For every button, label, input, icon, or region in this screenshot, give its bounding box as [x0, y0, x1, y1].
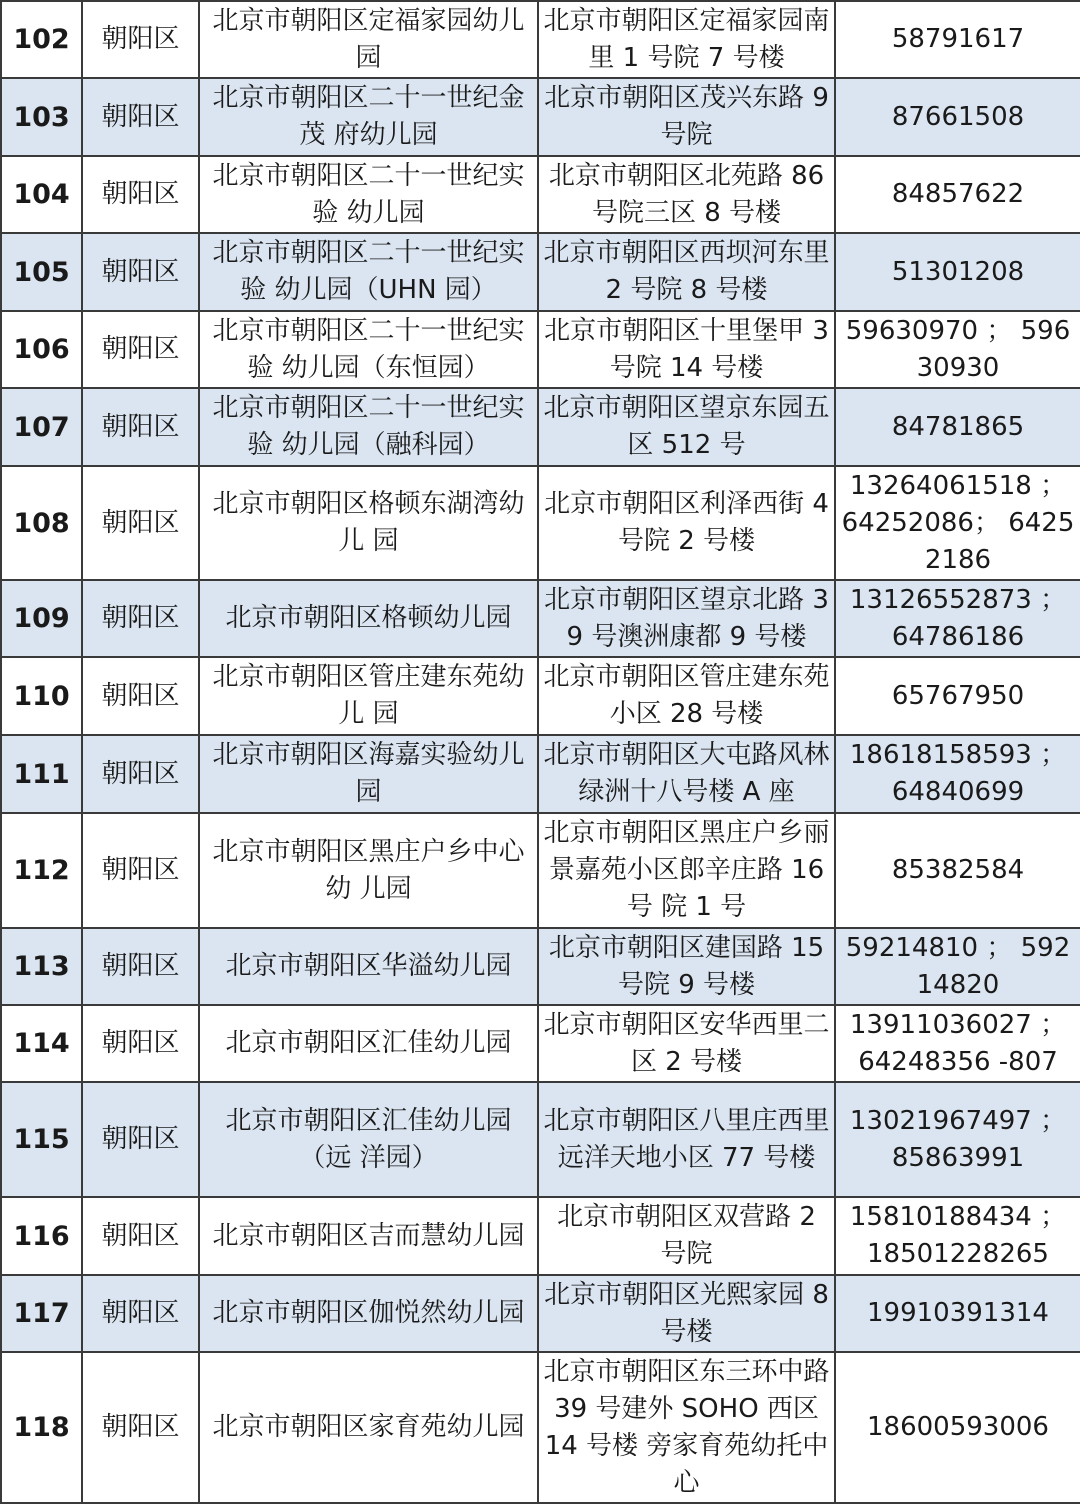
kindergarten-name-cell: 北京市朝阳区二十一世纪实验 幼儿园	[199, 156, 538, 233]
table-row	[1, 311, 1080, 388]
address-cell: 北京市朝阳区双营路 2 号院	[538, 1197, 835, 1275]
table-row	[1, 1197, 1080, 1275]
phone-cell: 13126552873 ； 64786186	[835, 580, 1080, 657]
phone-cell: 13264061518 ； 64252086； 64252186	[835, 466, 1080, 580]
kindergarten-name-cell: 北京市朝阳区管庄建东苑幼儿 园	[199, 657, 538, 735]
phone-cell: 13911036027 ； 64248356 -807	[835, 1005, 1080, 1082]
district-cell: 朝阳区	[82, 1082, 199, 1197]
table-row	[1, 1082, 1080, 1197]
row-number: 103	[1, 78, 82, 156]
table-row	[1, 233, 1080, 311]
kindergarten-name-cell: 北京市朝阳区格顿东湖湾幼儿 园	[199, 466, 538, 580]
table-row	[1, 1275, 1080, 1352]
kindergarten-name-cell: 北京市朝阳区华溢幼儿园	[199, 928, 538, 1005]
row-number: 111	[1, 735, 82, 813]
phone-cell: 85382584	[835, 813, 1080, 928]
row-number: 114	[1, 1005, 82, 1082]
district-cell: 朝阳区	[82, 233, 199, 311]
row-number: 115	[1, 1082, 82, 1197]
address-cell: 北京市朝阳区北苑路 86 号院三区 8 号楼	[538, 156, 835, 233]
phone-cell: 84857622	[835, 156, 1080, 233]
district-cell: 朝阳区	[82, 1275, 199, 1352]
address-cell: 北京市朝阳区建国路 15 号院 9 号楼	[538, 928, 835, 1005]
address-cell: 北京市朝阳区大屯路风林绿洲十八号楼 A 座	[538, 735, 835, 813]
table-row	[1, 813, 1080, 928]
address-cell: 北京市朝阳区东三环中路 39 号建外 SOHO 西区 14 号楼 旁家育苑幼托中心	[538, 1352, 835, 1503]
row-number: 113	[1, 928, 82, 1005]
district-cell: 朝阳区	[82, 156, 199, 233]
district-cell: 朝阳区	[82, 657, 199, 735]
row-number: 109	[1, 580, 82, 657]
row-number: 117	[1, 1275, 82, 1352]
table-row	[1, 1, 1080, 78]
address-cell: 北京市朝阳区定福家园南里 1 号院 7 号楼	[538, 1, 835, 78]
row-number: 107	[1, 388, 82, 466]
table-row	[1, 466, 1080, 580]
table-row	[1, 580, 1080, 657]
phone-cell: 65767950	[835, 657, 1080, 735]
address-cell: 北京市朝阳区安华西里二区 2 号楼	[538, 1005, 835, 1082]
district-cell: 朝阳区	[82, 580, 199, 657]
address-cell: 北京市朝阳区管庄建东苑小区 28 号楼	[538, 657, 835, 735]
row-number: 106	[1, 311, 82, 388]
phone-cell: 59214810 ； 59214820	[835, 928, 1080, 1005]
table-row	[1, 1005, 1080, 1082]
row-number: 116	[1, 1197, 82, 1275]
address-cell: 北京市朝阳区茂兴东路 9 号院	[538, 78, 835, 156]
kindergarten-name-cell: 北京市朝阳区二十一世纪实验 幼儿园（UHN 园）	[199, 233, 538, 311]
kindergarten-name-cell: 北京市朝阳区海嘉实验幼儿园	[199, 735, 538, 813]
district-cell: 朝阳区	[82, 928, 199, 1005]
address-cell: 北京市朝阳区望京东园五区 512 号	[538, 388, 835, 466]
row-number: 102	[1, 1, 82, 78]
address-cell: 北京市朝阳区黑庄户乡丽景嘉苑小区郎辛庄路 16 号 院 1 号	[538, 813, 835, 928]
kindergarten-name-cell: 北京市朝阳区格顿幼儿园	[199, 580, 538, 657]
kindergarten-name-cell: 北京市朝阳区汇佳幼儿园	[199, 1005, 538, 1082]
phone-cell: 84781865	[835, 388, 1080, 466]
phone-cell: 18618158593 ； 64840699	[835, 735, 1080, 813]
phone-cell: 13021967497 ； 85863991	[835, 1082, 1080, 1197]
address-cell: 北京市朝阳区西坝河东里 2 号院 8 号楼	[538, 233, 835, 311]
district-cell: 朝阳区	[82, 1197, 199, 1275]
address-cell: 北京市朝阳区十里堡甲 3 号院 14 号楼	[538, 311, 835, 388]
kindergarten-name-cell: 北京市朝阳区黑庄户乡中心幼 儿园	[199, 813, 538, 928]
district-cell: 朝阳区	[82, 311, 199, 388]
district-cell: 朝阳区	[82, 388, 199, 466]
kindergarten-name-cell: 北京市朝阳区吉而慧幼儿园	[199, 1197, 538, 1275]
address-cell: 北京市朝阳区八里庄西里远洋天地小区 77 号楼	[538, 1082, 835, 1197]
district-cell: 朝阳区	[82, 78, 199, 156]
kindergarten-name-cell: 北京市朝阳区定福家园幼儿园	[199, 1, 538, 78]
phone-cell: 87661508	[835, 78, 1080, 156]
district-cell: 朝阳区	[82, 466, 199, 580]
table-row	[1, 156, 1080, 233]
district-cell: 朝阳区	[82, 1, 199, 78]
kindergarten-name-cell: 北京市朝阳区二十一世纪实验 幼儿园（融科园）	[199, 388, 538, 466]
kindergarten-name-cell: 北京市朝阳区家育苑幼儿园	[199, 1352, 538, 1503]
address-cell: 北京市朝阳区光熙家园 8 号楼	[538, 1275, 835, 1352]
row-number: 104	[1, 156, 82, 233]
address-cell: 北京市朝阳区望京北路 39 号澳洲康都 9 号楼	[538, 580, 835, 657]
district-cell: 朝阳区	[82, 735, 199, 813]
kindergarten-name-cell: 北京市朝阳区汇佳幼儿园（远 洋园）	[199, 1082, 538, 1197]
row-number: 110	[1, 657, 82, 735]
table-row	[1, 735, 1080, 813]
phone-cell: 59630970 ； 59630930	[835, 311, 1080, 388]
phone-cell: 51301208	[835, 233, 1080, 311]
kindergarten-name-cell: 北京市朝阳区二十一世纪实验 幼儿园（东恒园）	[199, 311, 538, 388]
phone-cell: 19910391314	[835, 1275, 1080, 1352]
row-number: 118	[1, 1352, 82, 1503]
kindergarten-name-cell: 北京市朝阳区伽悦然幼儿园	[199, 1275, 538, 1352]
table-row	[1, 78, 1080, 156]
table-row	[1, 928, 1080, 1005]
district-cell: 朝阳区	[82, 813, 199, 928]
row-number: 105	[1, 233, 82, 311]
address-cell: 北京市朝阳区利泽西街 4 号院 2 号楼	[538, 466, 835, 580]
table-row	[1, 657, 1080, 735]
district-cell: 朝阳区	[82, 1005, 199, 1082]
table-row	[1, 1352, 1080, 1503]
district-cell: 朝阳区	[82, 1352, 199, 1503]
phone-cell: 15810188434 ； 18501228265	[835, 1197, 1080, 1275]
phone-cell: 58791617	[835, 1, 1080, 78]
phone-cell: 18600593006	[835, 1352, 1080, 1503]
table-row	[1, 388, 1080, 466]
row-number: 108	[1, 466, 82, 580]
row-number: 112	[1, 813, 82, 928]
kindergarten-name-cell: 北京市朝阳区二十一世纪金茂 府幼儿园	[199, 78, 538, 156]
